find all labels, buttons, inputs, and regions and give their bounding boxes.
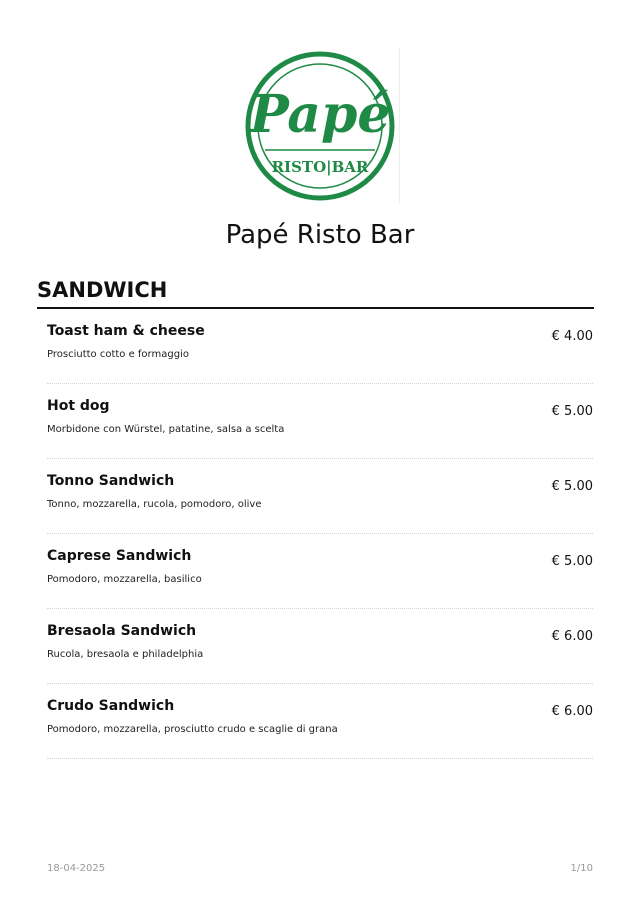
logo-main-text: Papé	[249, 84, 391, 145]
logo-sub-text: RISTO|BAR	[271, 158, 369, 176]
menu-item	[47, 396, 593, 459]
logo-emblem	[239, 48, 401, 204]
menu-item-name: Caprese Sandwich	[47, 548, 192, 564]
menu-item	[47, 321, 593, 384]
menu-item-description: Tonno, mozzarella, rucola, pomodoro, olive	[47, 499, 262, 510]
section-divider	[37, 307, 594, 309]
restaurant-name: Papé Risto Bar	[225, 220, 415, 250]
menu-item-price: € 6.00	[551, 704, 593, 719]
restaurant-logo	[239, 48, 401, 204]
menu-item-description: Pomodoro, mozzarella, prosciutto crudo e scaglie di grana	[47, 724, 338, 735]
logo-divider	[399, 48, 400, 204]
menu-item-price: € 5.00	[551, 479, 593, 494]
menu-item-description: Rucola, bresaola e philadelphia	[47, 649, 204, 660]
menu-item-description: Prosciutto cotto e formaggio	[47, 349, 189, 360]
menu-item-price: € 5.00	[551, 554, 593, 569]
footer-date: 18-04-2025	[47, 863, 106, 874]
menu-item-description: Morbidone con Würstel, patatine, salsa a scelta	[47, 424, 285, 435]
menu-item-price: € 6.00	[551, 629, 593, 644]
menu-item-name: Tonno Sandwich	[47, 473, 175, 489]
menu-item-price: € 4.00	[551, 329, 593, 344]
menu-item	[47, 471, 593, 534]
menu-item-list	[47, 321, 593, 771]
menu-item	[47, 546, 593, 609]
menu-item-name: Hot dog	[47, 398, 110, 414]
menu-item-name: Bresaola Sandwich	[47, 623, 197, 639]
menu-item-name: Toast ham & cheese	[47, 323, 205, 339]
section-title: SANDWICH	[37, 278, 168, 302]
menu-item	[47, 696, 593, 759]
menu-item	[47, 621, 593, 684]
menu-item-description: Pomodoro, mozzarella, basilico	[47, 574, 202, 585]
menu-item-name: Crudo Sandwich	[47, 698, 175, 714]
footer-page-number: 1/10	[570, 863, 593, 874]
menu-item-price: € 5.00	[551, 404, 593, 419]
